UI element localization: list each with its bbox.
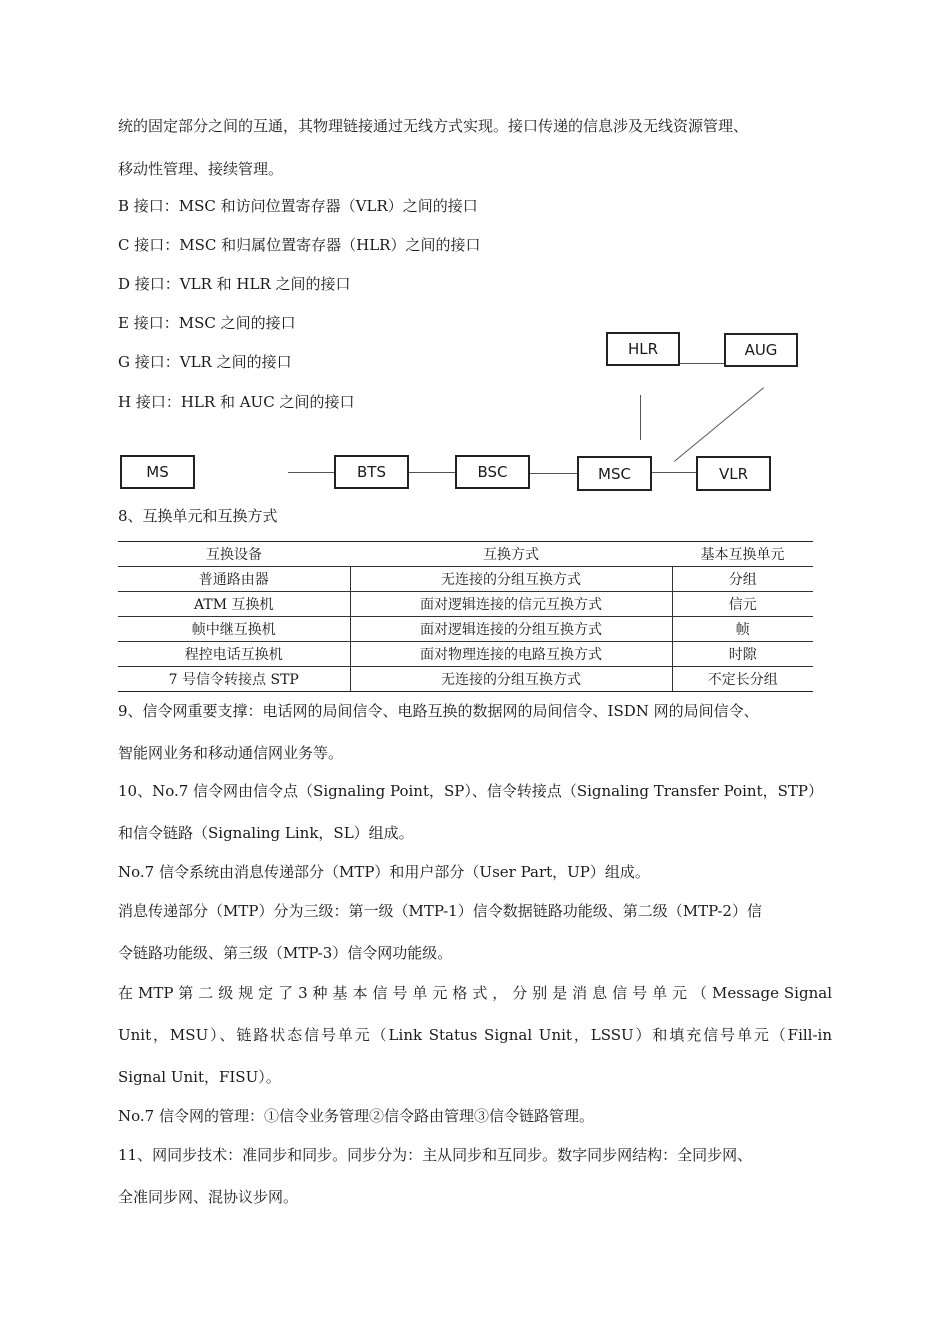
no7-system-text: No.7 信令系统由消息传递部分（MTP）和用户部分（User Part，UP）组成。 xyxy=(118,863,650,881)
mtp2-units-line2: Unit，MSU）、链路状态信号单元（Link Status Signal Unit，LSSU）和填充信号单元（Fill-in xyxy=(118,1026,832,1044)
header-unit: 基本互换单元 xyxy=(672,542,813,567)
section-11-line1: 11、网同步技术：准同步和同步。同步分为：主从同步和互同步。数字同步网结构：全同步网、 xyxy=(118,1146,753,1164)
table-cell: 无连接的分组互换方式 xyxy=(350,667,672,692)
section-10-line2: 和信令链路（Signaling Link，SL）组成。 xyxy=(118,824,414,842)
ms-box: MS xyxy=(120,455,195,489)
section-9-line1: 9、信令网重要支撑：电话网的局间信令、电路互换的数据网的局间信令、ISDN 网的局间信令、 xyxy=(118,702,759,720)
bts-bsc-connector xyxy=(409,472,455,473)
aug-box: AUG xyxy=(724,333,798,367)
table-cell: 时隙 xyxy=(672,642,813,667)
vlr-box: VLR xyxy=(696,456,771,491)
table-cell: 程控电话互换机 xyxy=(118,642,350,667)
table-cell: 无连接的分组互换方式 xyxy=(350,567,672,592)
table-cell: ATM 互换机 xyxy=(118,592,350,617)
hlr-msc-connector xyxy=(640,395,641,440)
bsc-box: BSC xyxy=(455,455,530,489)
h-interface-text: H 接口：HLR 和 AUC 之间的接口 xyxy=(118,393,355,411)
table-row xyxy=(118,617,813,642)
table-row xyxy=(118,667,813,692)
section-9-line2: 智能网业务和移动通信网业务等。 xyxy=(118,744,344,762)
g-interface-text: G 接口：VLR 之间的接口 xyxy=(118,353,292,371)
table-cell: 不定长分组 xyxy=(672,667,813,692)
header-mode: 互换方式 xyxy=(350,542,672,567)
table-cell: 信元 xyxy=(672,592,813,617)
bsc-msc-connector xyxy=(530,473,577,474)
table-cell: 7 号信令转接点 STP xyxy=(118,667,350,692)
c-interface-text: C 接口：MSC 和归属位置寄存器（HLR）之间的接口 xyxy=(118,236,481,254)
section-10-line1: 10、No.7 信令网由信令点（Signaling Point，SP）、信令转接点（Signaling Transfer Point，STP） xyxy=(118,782,823,800)
d-interface-text: D 接口：VLR 和 HLR 之间的接口 xyxy=(118,275,351,293)
table-cell: 面对逻辑连接的信元互换方式 xyxy=(350,592,672,617)
table-cell: 面对物理连接的电路互换方式 xyxy=(350,642,672,667)
table-row xyxy=(118,592,813,617)
section-11-line2: 全准同步网、混协议步网。 xyxy=(118,1188,299,1206)
mtp2-units-line3: Signal Unit，FISU）。 xyxy=(118,1068,281,1086)
table-cell: 帧中继互换机 xyxy=(118,617,350,642)
mtp2-units-line1: 在 MTP 第 二 级 规 定 了 3 种 基 本 信 号 单 元 格 式 ， 分 别 是 消 息 信 号 单 元 （ Message Signal xyxy=(118,984,832,1002)
paragraph-um-line2: 移动性管理、接续管理。 xyxy=(118,160,284,178)
aug-vlr-connector xyxy=(674,387,764,462)
mtp-levels-line1: 消息传递部分（MTP）分为三级：第一级（MTP-1）信令数据链路功能级、第二级（MTP-2）信 xyxy=(118,902,762,920)
table-row xyxy=(118,642,813,667)
bts-box: BTS xyxy=(334,455,409,489)
header-device: 互换设备 xyxy=(118,542,350,567)
e-interface-text: E 接口：MSC 之间的接口 xyxy=(118,314,296,332)
table-cell: 普通路由器 xyxy=(118,567,350,592)
ms-bts-connector xyxy=(288,472,334,473)
msc-box: MSC xyxy=(577,456,652,491)
hlr-aug-connector xyxy=(680,363,724,364)
hlr-box: HLR xyxy=(606,332,680,366)
section-8-title: 8、互换单元和互换方式 xyxy=(118,507,278,525)
b-interface-text: B 接口：MSC 和访问位置寄存器（VLR）之间的接口 xyxy=(118,197,478,215)
table-cell: 帧 xyxy=(672,617,813,642)
table-row xyxy=(118,567,813,592)
switching-table xyxy=(118,541,813,692)
mtp-levels-line2: 令链路功能级、第三级（MTP-3）信令网功能级。 xyxy=(118,944,453,962)
table-cell: 分组 xyxy=(672,567,813,592)
table-cell: 面对逻辑连接的分组互换方式 xyxy=(350,617,672,642)
table-header-row xyxy=(118,542,813,567)
paragraph-um-line1: 统的固定部分之间的互通，其物理链接通过无线方式实现。接口传递的信息涉及无线资源管理、 xyxy=(118,117,749,135)
no7-management-text: No.7 信令网的管理：①信令业务管理②信令路由管理③信令链路管理。 xyxy=(118,1107,594,1125)
msc-vlr-connector xyxy=(652,472,696,473)
